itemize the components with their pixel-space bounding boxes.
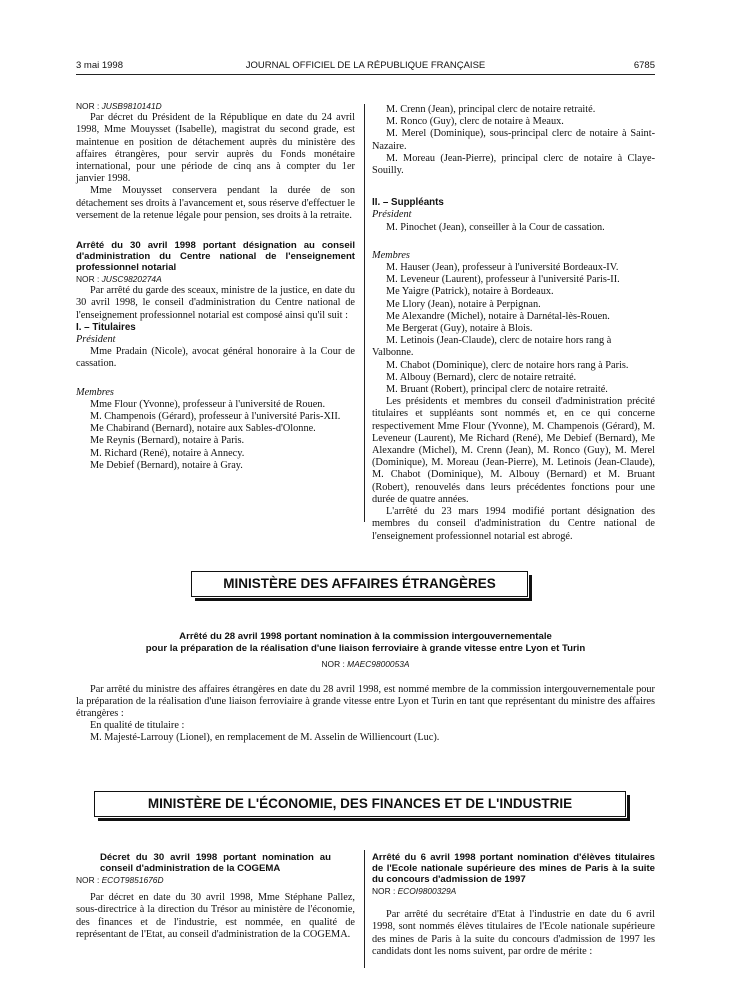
list-item: M. Leveneur (Laurent), professeur à l'université Paris-II.	[386, 274, 620, 286]
column-divider	[364, 104, 365, 522]
nor-line	[372, 885, 655, 897]
subheading: Président	[372, 209, 412, 221]
section-heading: II. – Suppléants	[372, 197, 444, 209]
arrete-title-line: Arrêté du 28 avril 1998 portant nomination à la commission intergouvernementale	[179, 631, 552, 642]
list-item: Me Chabirand (Bernard), notaire aux Sables-d'Olonne.	[90, 423, 316, 435]
ministry-banner-eco	[94, 791, 626, 817]
nor-line	[76, 100, 355, 112]
subheading: Membres	[76, 386, 114, 398]
list-item: Me Debief (Bernard), notaire à Gray.	[90, 459, 243, 471]
members-list	[76, 399, 355, 472]
paragraph: Les présidents et membres du conseil d'administration précité titulaires et suppléants sont nommés et, en ce qui concerne respectivement Mme Flour (Yvonne), M. Champenois (Gérard), M. Leveneur (Laurent), Me Richard (René), Me Debief (Bernard), Me Alexandre (Michel), M. Crenn (Jean), M. Ronco (Guy), M. Merel (Dominique), M. Moreau (Jean-Pierre), M. Letinois (Jean-Claude), M. Chabot (Dominique), M. Albouy (Bernard) et M. Bruant (Robert), renouvelés dans leurs précédentes fonctions pour une durée de quatre années.	[372, 396, 655, 505]
ministry-banner-ae	[191, 571, 528, 597]
paragraph: Mme Mouysset conservera pendant la durée de son détachement ses droits à l'avancement et, sous réserve d'effectuer le versement de la retenue légale pour pension, ses droits à la retraite.	[76, 185, 355, 221]
left-column	[76, 852, 355, 941]
nor-label: NOR :	[76, 875, 100, 885]
paragraph: Par arrêté du ministre des affaires étrangères en date du 28 avril 1998, est nommé membre de la commission intergouvernementale pour la préparation de la réalisation d'une liaison ferroviaire à grande vitesse entre Lyon et Turin en tant que représentant du ministre des affaires étrangères :	[76, 684, 655, 719]
members-list	[372, 104, 655, 177]
nor-label: NOR :	[372, 886, 396, 896]
paragraph: En qualité de titulaire :	[90, 720, 185, 731]
paragraph: Par arrêté du garde des sceaux, ministre de la justice, en date du 30 avril 1998, le conseil d'administration du Centre national de l'enseignement professionnel notarial est composé ainsi qu'il suit :	[76, 285, 355, 321]
paragraph: M. Pinochet (Jean), conseiller à la Cour de cassation.	[386, 221, 605, 233]
nor-code: JUSB9810141D	[101, 101, 162, 111]
list-item: M. Champenois (Gérard), professeur à l'université Paris-XII.	[90, 411, 341, 423]
paragraph: L'arrêté du 23 mars 1994 modifié portant désignation des membres du conseil d'administration du Centre national de l'enseignement professionnel notarial est abrogé.	[372, 506, 655, 542]
column-divider	[364, 850, 365, 968]
list-item: Me Yaigre (Patrick), notaire à Bordeaux.	[386, 286, 554, 298]
list-item: M. Letinois (Jean-Claude), clerc de notaire hors rang à Valbonne.	[372, 335, 612, 359]
subheading: Président	[76, 334, 116, 346]
arrete-title: Arrêté du 6 avril 1998 portant nomination d'élèves titulaires de l'Ecole nationale supérieure des mines de Paris à la suite du concours d'admission de 1997	[372, 852, 655, 885]
arrete-title	[76, 631, 655, 654]
left-column	[76, 100, 355, 472]
list-item: M. Moreau (Jean-Pierre), principal clerc de notaire à Claye-Souilly.	[372, 152, 655, 177]
list-item: M. Crenn (Jean), principal clerc de notaire retraité.	[386, 104, 596, 115]
list-item: Me Reynis (Bernard), notaire à Paris.	[90, 435, 245, 447]
paragraph: Par arrêté du secrétaire d'Etat à l'industrie en date du 6 avril 1998, sont nommés élèves titulaires de l'Ecole nationale supérieure des mines de Paris à la suite du concours d'admission de 1997 les candidats dont les noms suivent, par ordre de mérite :	[372, 909, 655, 957]
list-item: M. Richard (René), notaire à Annecy.	[90, 447, 245, 459]
right-column	[372, 104, 655, 543]
subheading: Membres	[372, 249, 410, 261]
paragraph: M. Majesté-Larrouy (Lionel), en remplacement de M. Asselin de Williencourt (Luc).	[90, 732, 440, 743]
paragraph: Mme Pradain (Nicole), avocat général honoraire à la Cour de cassation.	[76, 346, 355, 370]
list-item: M. Chabot (Dominique), clerc de notaire hors rang à Paris.	[386, 359, 629, 371]
page-number: 6785	[633, 60, 655, 71]
nor-code: JUSC9820274A	[101, 274, 162, 285]
list-item: Me Bergerat (Guy), notaire à Blois.	[386, 323, 533, 335]
list-item: M. Merel (Dominique), sous-principal clerc de notaire à Saint-Nazaire.	[372, 128, 655, 152]
list-item: M. Hauser (Jean), professeur à l'université Bordeaux-IV.	[386, 262, 619, 274]
nor-line	[76, 273, 355, 285]
list-item: Mme Flour (Yvonne), professeur à l'université de Rouen.	[90, 398, 326, 410]
arrete-body	[76, 684, 655, 744]
nor-line	[76, 874, 355, 886]
paragraph: Par décret du Président de la République en date du 24 avril 1998, Mme Mouysset (Isabelle), magistrat du second grade, est maintenue en position de détachement auprès du ministère des affaires étrangères, pour servir auprès du Fonds monétaire international, pour une période de cinq ans à compter du 1er janvier 1998.	[76, 112, 355, 185]
arrete-title-line: pour la préparation de la réalisation d'une liaison ferroviaire à grande vitesse entre Lyon et Turin	[145, 642, 586, 654]
members-list	[372, 262, 655, 396]
list-item: Me Llory (Jean), notaire à Perpignan.	[386, 298, 541, 310]
nor-line	[0, 659, 731, 669]
journal-title: JOURNAL OFFICIEL DE LA RÉPUBLIQUE FRANÇAISE	[245, 60, 486, 71]
header-date: 3 mai 1998	[76, 60, 124, 71]
list-item: M. Ronco (Guy), clerc de notaire à Meaux.	[386, 116, 564, 128]
ministry-banner-label: MINISTÈRE DE L'ÉCONOMIE, DES FINANCES ET DE L'INDUSTRIE	[147, 796, 573, 811]
list-item: M. Albouy (Bernard), clerc de notaire retraité.	[386, 371, 577, 383]
nor-code: ECOI9800329A	[397, 886, 457, 896]
nor-label: NOR :	[321, 659, 345, 669]
list-item: Me Alexandre (Michel), notaire à Darnétal-lès-Rouen.	[386, 310, 610, 322]
arrete-title: Arrêté du 30 avril 1998 portant désignation au conseil d'administration du Centre national de l'enseignement professionnel notarial	[76, 240, 355, 274]
right-column	[372, 852, 655, 958]
nor-label: NOR :	[76, 101, 100, 111]
section-heading: I. – Titulaires	[76, 321, 136, 333]
ministry-banner-label: MINISTÈRE DES AFFAIRES ÉTRANGÈRES	[223, 576, 496, 591]
paragraph: Par décret en date du 30 avril 1998, Mme Stéphane Pallez, sous-directrice à la direction du Trésor au ministère de l'économie, des finances et de l'industrie, est nommée, en qualité de représentant de l'Etat, au conseil d'administration de la COGEMA.	[76, 892, 355, 940]
decret-title: Décret du 30 avril 1998 portant nomination au conseil d'administration de la COGEMA	[100, 852, 331, 874]
header-rule	[76, 74, 655, 75]
nor-code: MAEC9800053A	[347, 659, 410, 669]
list-item: M. Bruant (Robert), principal clerc de notaire retraité.	[386, 384, 608, 396]
nor-label: NOR :	[76, 274, 100, 285]
nor-code: ECOT9851676D	[101, 875, 164, 885]
